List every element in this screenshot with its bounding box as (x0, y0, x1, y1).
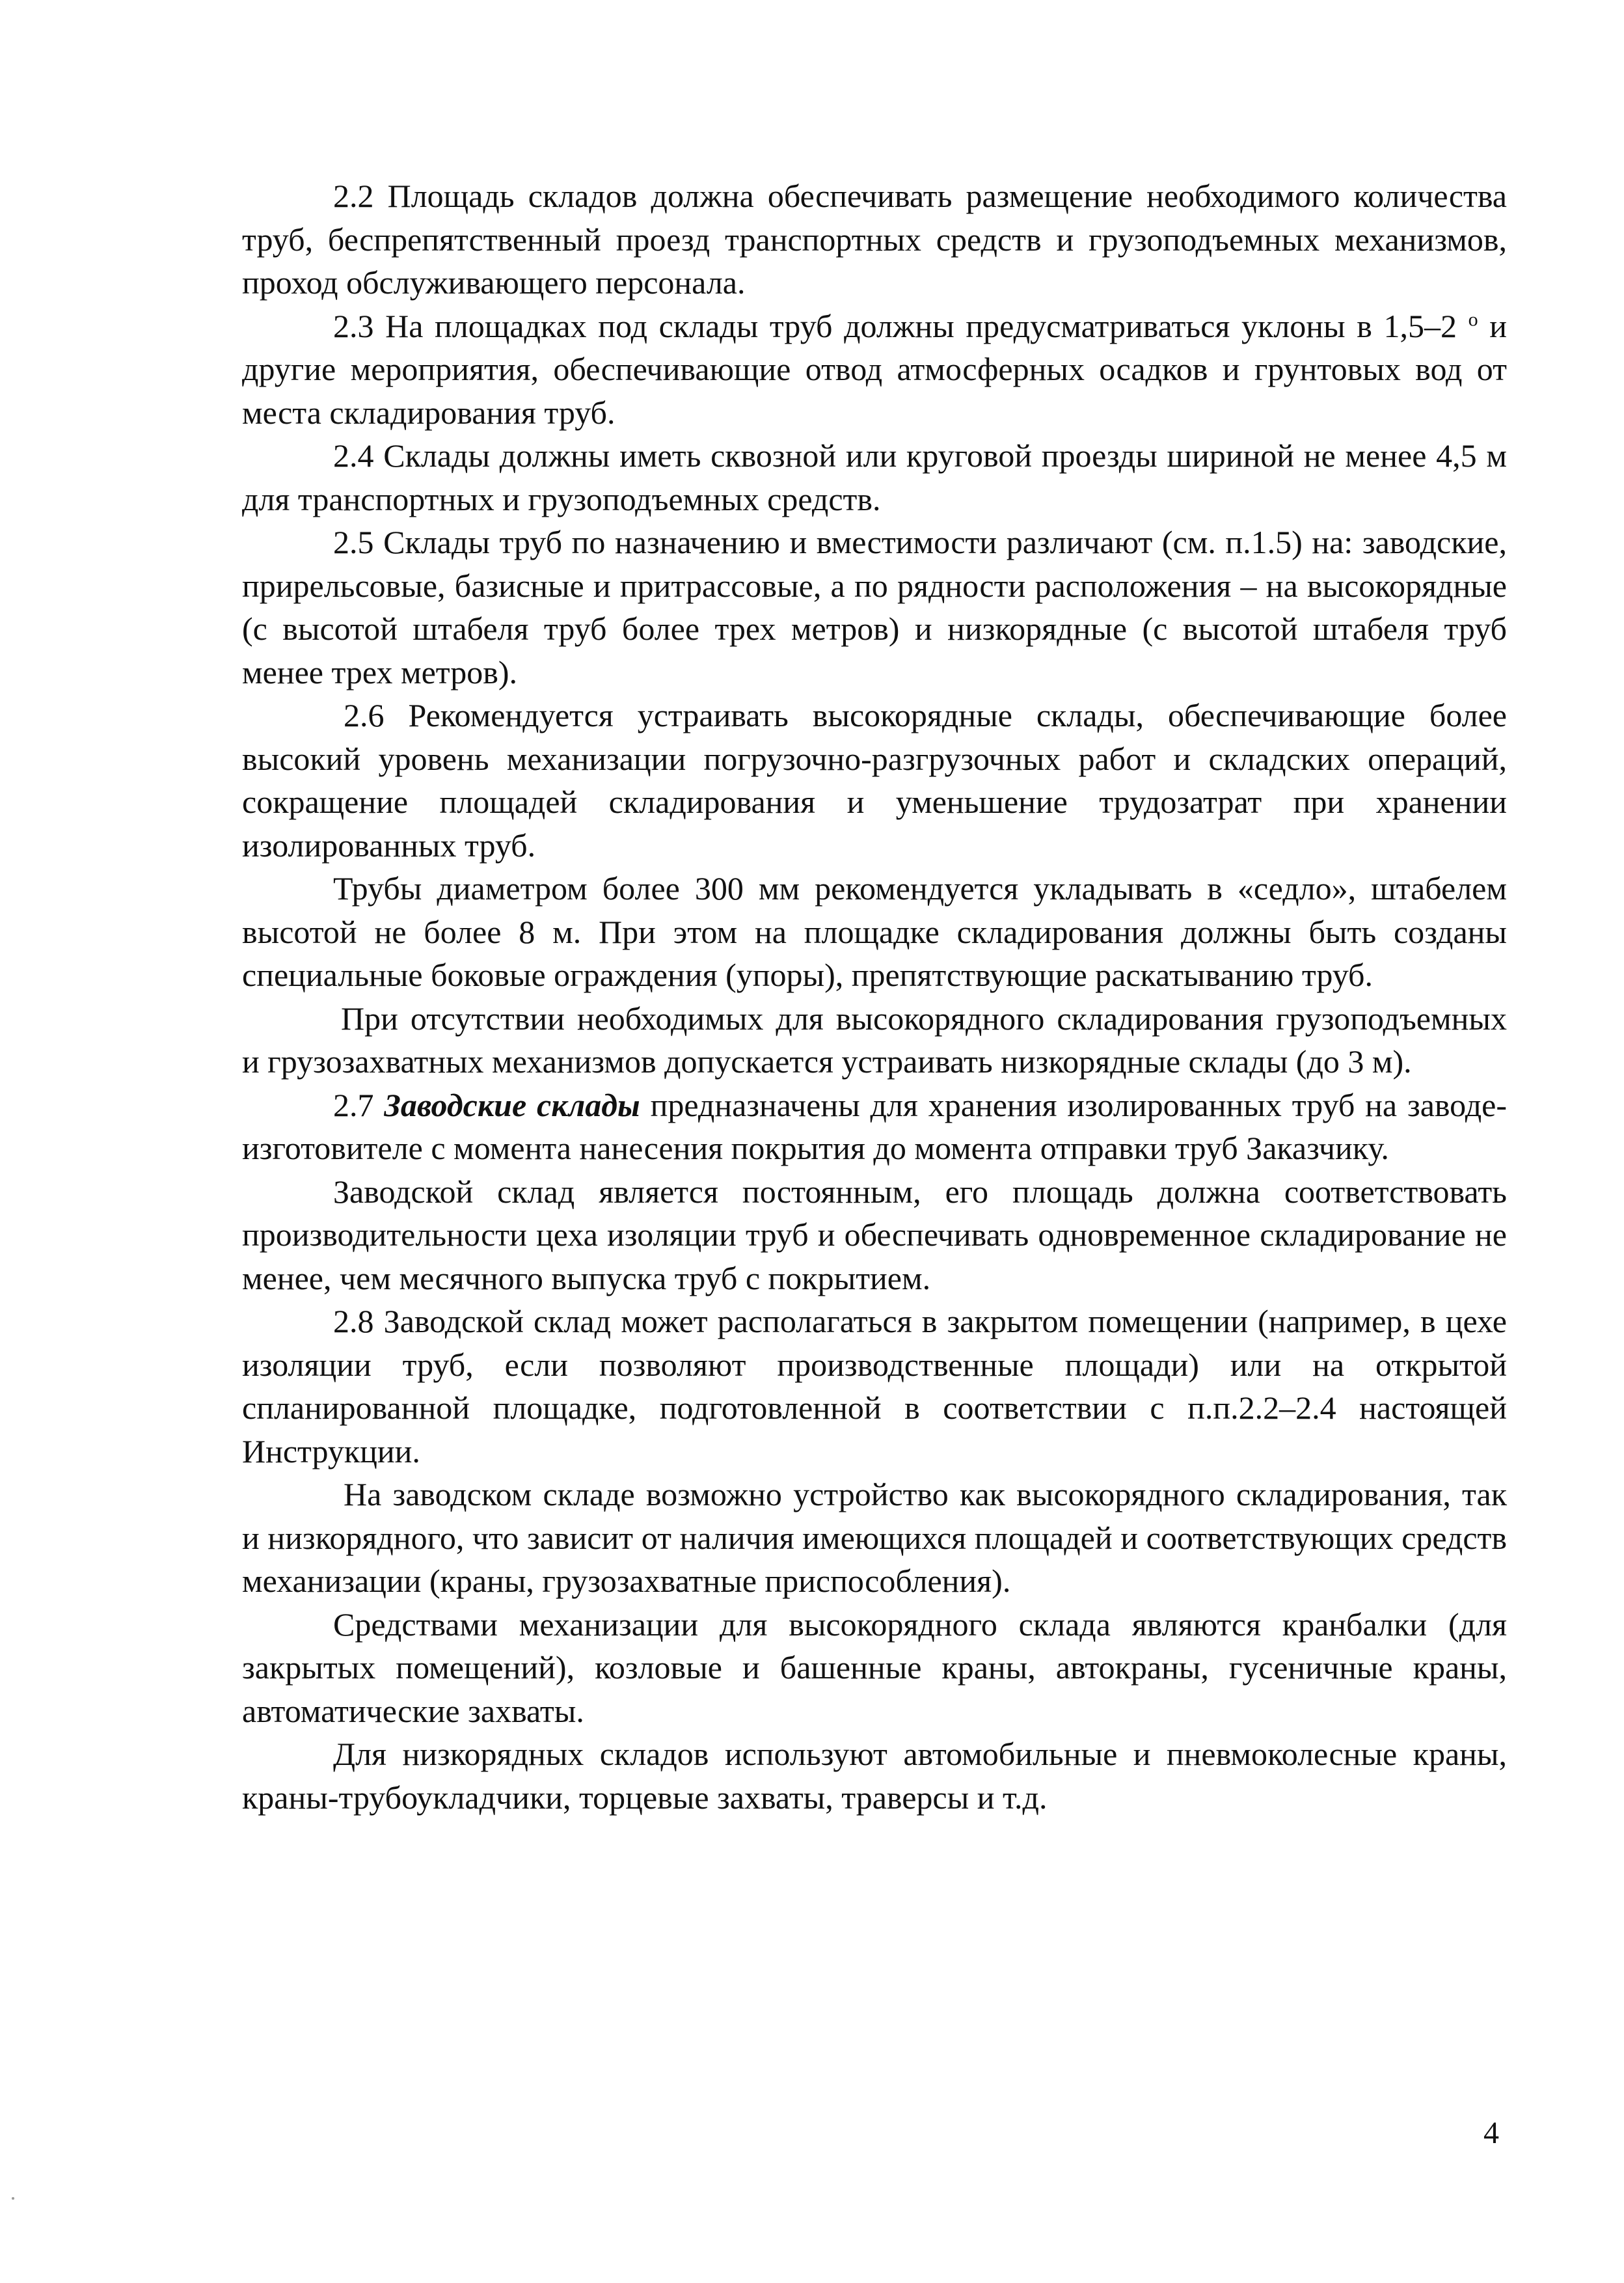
page-number: 4 (1483, 2116, 1499, 2150)
paragraph-2-7-lead: 2.7 (333, 1086, 385, 1123)
paragraph-means-low-rise: Для низкорядных складов используют автомобильные и пневмоколесные краны, краны-трубоукладчики, торцевые захваты, траверсы и т.д. (242, 1736, 1507, 1816)
paragraph-absence-of-mechanisms: При отсутствии необходимых для высокорядного складирования грузоподъемных и грузозахватных механизмов допускается устраивать низкорядные склады (до 3 м). (242, 1000, 1507, 1080)
degree-mark: о (1468, 308, 1478, 330)
paragraph-2-3-part-2: и другие мероприятия, обеспечивающие отвод атмосферных осадков и грунтовых вод от места складирования труб. (242, 307, 1507, 431)
paragraph-2-3-part-1: 2.3 На площадках под склады труб должны предусматриваться уклоны в 1,5–2 (333, 307, 1468, 344)
paragraph-2-6: 2.6 Рекомендуется устраивать высокорядные склады, обеспечивающие более высокий уровень механизации погрузочно-разгрузочных работ и складских операций, сокращение площадей складирования и уменьшение трудозатрат при хранении изолированных труб. (242, 697, 1507, 864)
paragraph-pipes-300mm: Трубы диаметром более 300 мм рекомендуется укладывать в «седло», штабелем высотой не более 8 м. При этом на площадке складирования должны быть созданы специальные боковые ограждения (упоры), препятствующие раскатыванию труб. (242, 870, 1507, 993)
paragraph-2-8: 2.8 Заводской склад может располагаться в закрытом помещении (например, в цехе изоляции труб, если позволяют производственные площади) или на открытой спланированной площадке, подготовленной в соответствии с п.п.2.2–2.4 настоящей Инструкции. (242, 1303, 1507, 1470)
paragraph-2-7-rest: предназначены для хранения изолированных труб на заводе-изготовителе с момента нанесения покрытия до момента отправки труб Заказчику. (242, 1086, 1508, 1166)
paragraph-means-high-rise: Средствами механизации для высокорядного склада являются кранбалки (для закрытых помещений), козловые и башенные краны, автокраны, гусеничные краны, автоматические захваты. (242, 1606, 1507, 1729)
term-factory-warehouses: Заводские склады (384, 1086, 640, 1123)
paragraph-2-4: 2.4 Склады должны иметь сквозной или круговой проезды шириной не менее 4,5 м для транспортных и грузоподъемных средств. (242, 437, 1507, 517)
paragraph-2-5: 2.5 Склады труб по назначению и вместимости различают (см. п.1.5) на: заводские, прирельсовые, базисные и притрассовые, а по рядности расположения – на высокорядные (с высотой штабеля труб более трех метров) и низкорядные (с высотой штабеля труб менее трех метров). (242, 524, 1507, 690)
paragraph-2-2: 2.2 Площадь складов должна обеспечивать размещение необходимого количества труб, беспрепятственный проезд транспортных средств и грузоподъемных механизмов, проход обслуживающего персонала. (242, 178, 1507, 301)
paragraph-factory-warehouse-permanent: Заводской склад является постоянным, его площадь должна соответствовать производительности цеха изоляции труб и обеспечивать одновременное складирование не менее, чем месячного выпуска труб с покрытием. (242, 1173, 1507, 1296)
paragraph-2-7 (242, 1084, 1507, 1170)
paragraph-2-3 (242, 305, 1507, 435)
paragraph-factory-warehouse-device: На заводском складе возможно устройство как высокорядного складирования, так и низкорядного, что зависит от наличия имеющихся площадей и соответствующих средств механизации (краны, грузозахватные приспособления). (242, 1476, 1507, 1599)
scan-speck (12, 2197, 14, 2200)
document-body (242, 174, 1507, 1819)
